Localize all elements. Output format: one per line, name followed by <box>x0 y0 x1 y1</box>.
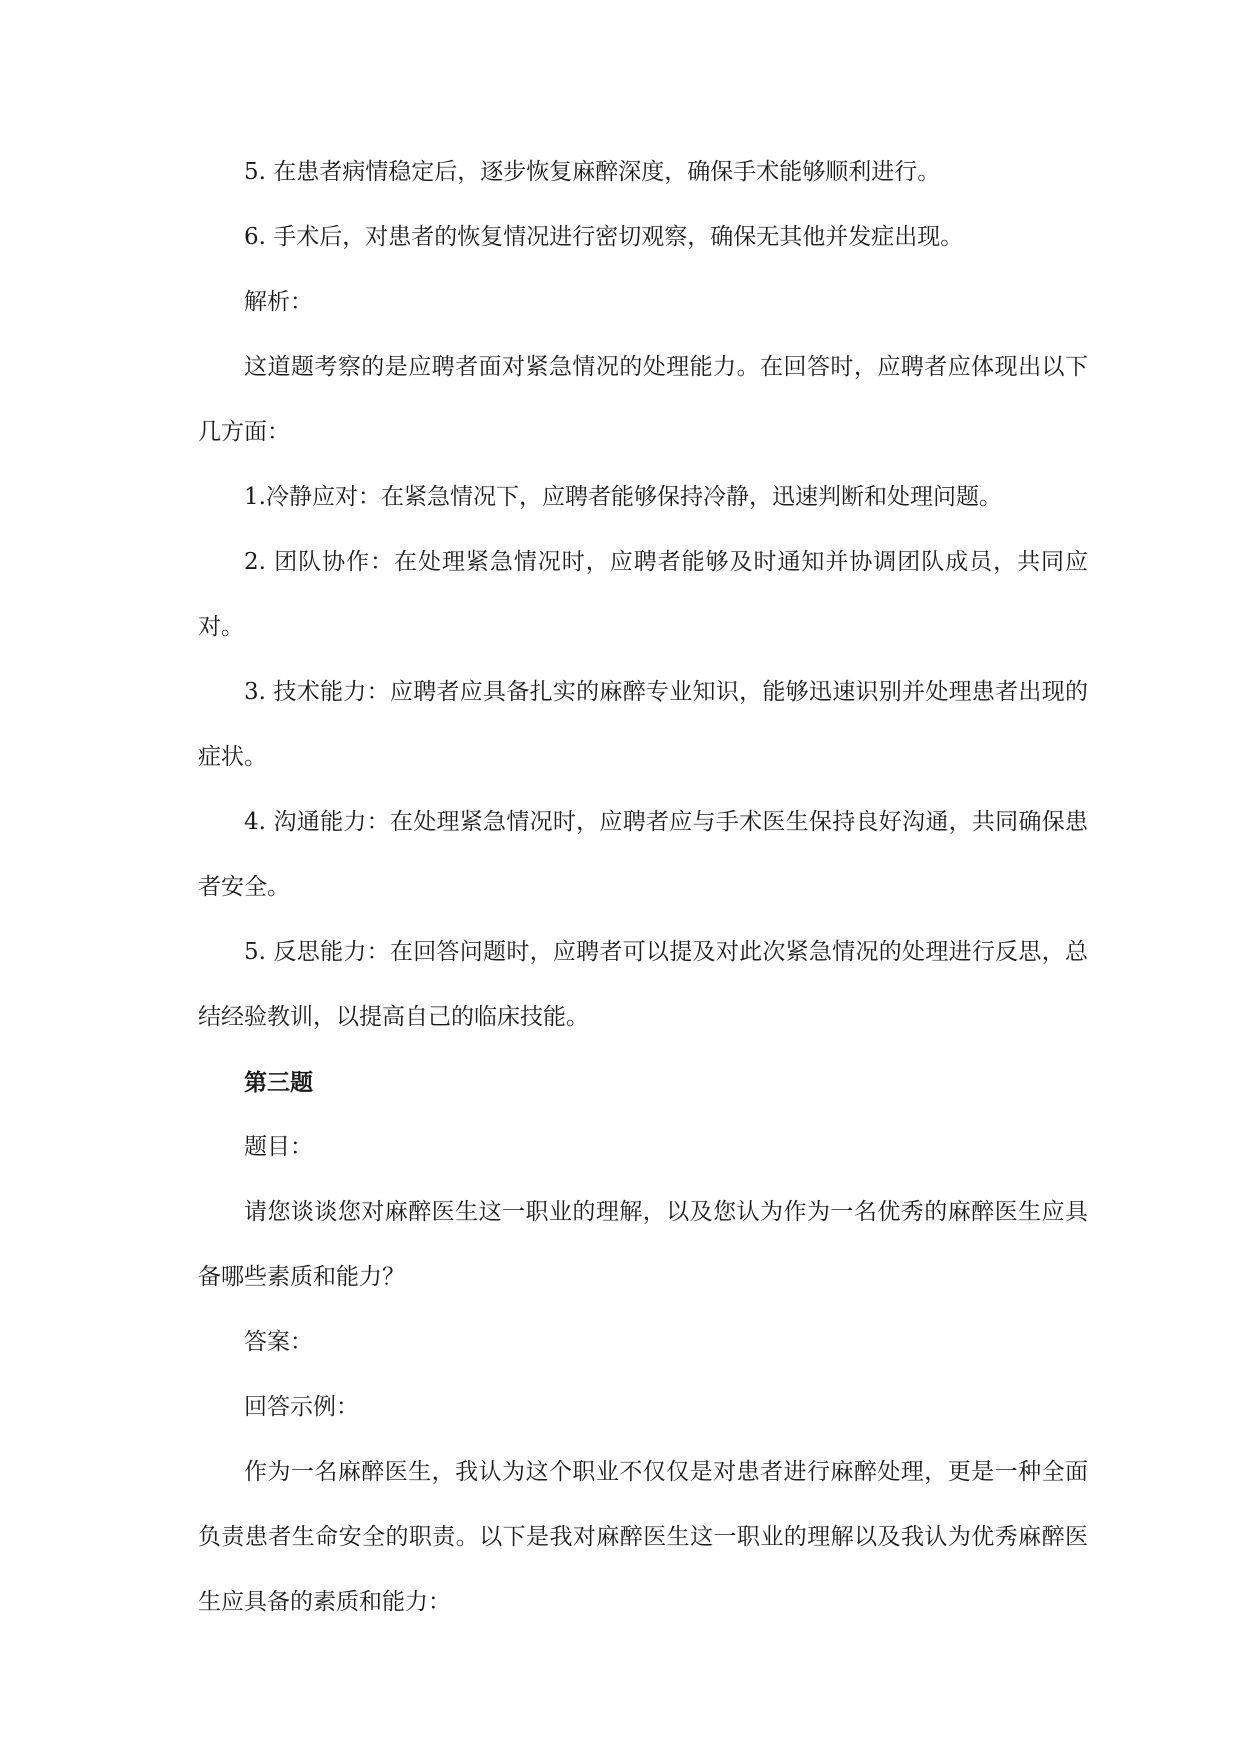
section-heading-question-3: 第三题 <box>244 1069 313 1096</box>
paragraph-point-2: 2. 团队协作：在处理紧急情况时，应聘者能够及时通知并协调团队成员，共同应对。 <box>198 549 1088 640</box>
paragraph-example-text: 作为一名麻醉医生，我认为这个职业不仅仅是对患者进行麻醉处理，更是一种全面负责患者生命安全的职责。以下是我对麻醉医生这一职业的理解以及我认为优秀麻醉医生应具备的素质和能力： <box>198 1459 1088 1615</box>
paragraph-step-5: 5. 在患者病情稳定后，逐步恢复麻醉深度，确保手术能够顺利进行。 <box>244 159 941 185</box>
paragraph-point-5: 5. 反思能力：在回答问题时，应聘者可以提及对此次紧急情况的处理进行反思，总结经验教训，以提高自己的临床技能。 <box>198 939 1088 1030</box>
paragraph-answer-label: 答案： <box>244 1329 313 1355</box>
paragraph-analysis-intro: 这道题考察的是应聘者面对紧急情况的处理能力。在回答时，应聘者应体现出以下几方面： <box>198 354 1088 445</box>
paragraph-example-label: 回答示例： <box>244 1394 359 1420</box>
paragraph-point-4: 4. 沟通能力：在处理紧急情况时，应聘者应与手术医生保持良好沟通，共同确保患者安全。 <box>198 809 1088 900</box>
paragraph-step-6: 6. 手术后，对患者的恢复情况进行密切观察，确保无其他并发症出现。 <box>244 224 964 250</box>
paragraph-question-label: 题目： <box>244 1134 313 1160</box>
paragraph-question-text: 请您谈谈您对麻醉医生这一职业的理解，以及您认为作为一名优秀的麻醉医生应具备哪些素质和能力？ <box>198 1199 1088 1290</box>
document-body <box>198 140 1088 1635</box>
paragraph-analysis-label: 解析： <box>244 289 313 315</box>
paragraph-point-3: 3. 技术能力：应聘者应具备扎实的麻醉专业知识，能够迅速识别并处理患者出现的症状。 <box>198 679 1088 770</box>
paragraph-point-1: 1.冷静应对：在紧急情况下，应聘者能够保持冷静，迅速判断和处理问题。 <box>244 484 1002 510</box>
